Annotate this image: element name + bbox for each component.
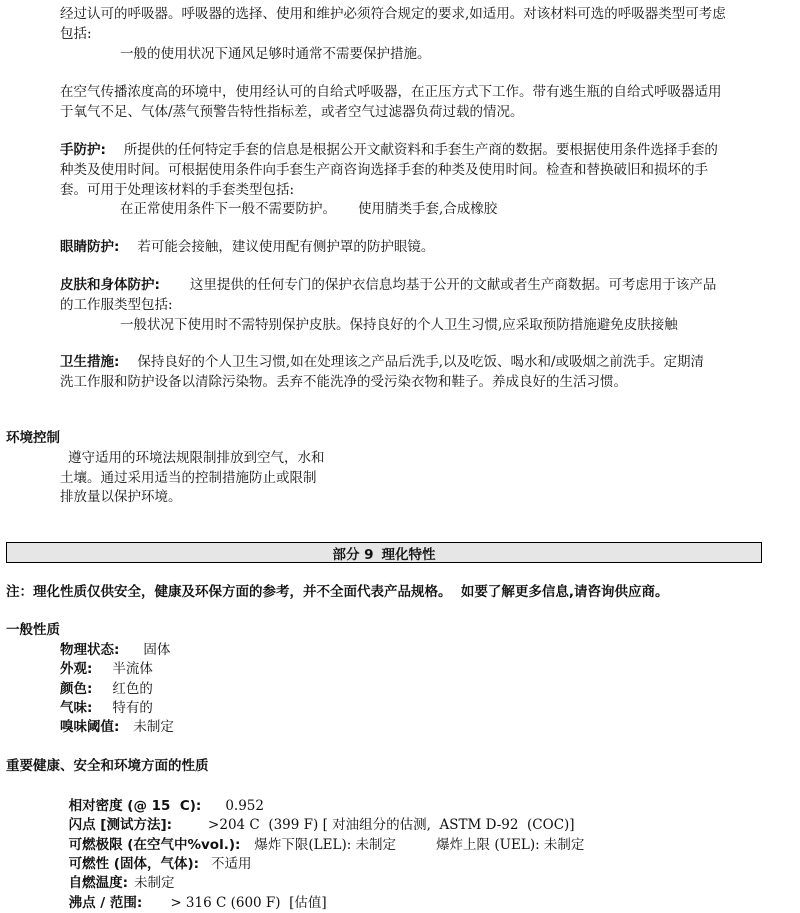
appearance-row bbox=[60, 659, 153, 679]
glove-normal-text: 在正常使用条件下一般不需要防护。 bbox=[120, 201, 336, 217]
skin-protection-line: 的工作服类型包括: bbox=[60, 297, 173, 313]
color-row bbox=[60, 679, 153, 699]
hand-protection-label: 手防护: bbox=[60, 142, 106, 158]
env-control-line: 土壤。通过采用适当的控制措施防止或限制 bbox=[60, 470, 317, 486]
respiratory-line: 包括: bbox=[60, 26, 92, 42]
flammable-lower-limit: 爆炸下限(LEL): 未制定 bbox=[254, 837, 397, 853]
eye-protection-label: 眼睛防护: bbox=[60, 239, 120, 255]
hygiene-text: 保持良好的个人卫生习惯,如在处理该之产品后洗手,以及吃饭、喝水和/或吸烟之前洗手。定期清 bbox=[137, 354, 705, 370]
boiling-point-value: > 316 C (600 F) [估值] bbox=[170, 895, 327, 911]
odor-value: 特有的 bbox=[112, 700, 153, 716]
hand-protection-line: 种类及使用时间。可根据使用条件向手套生产商咨询选择手套的种类及使用时间。检查和替换破旧和损坏的手 bbox=[60, 162, 708, 178]
skin-protection-line bbox=[60, 275, 716, 295]
odor-threshold-label: 嗅味阈值: bbox=[60, 719, 120, 735]
autoignition-label: 自燃温度: bbox=[68, 875, 128, 891]
general-properties-title: 一般性质 bbox=[6, 622, 60, 638]
eye-protection-text: 若可能会接触，建议使用配有侧护罩的防护眼镜。 bbox=[137, 239, 435, 255]
hand-protection-text: 所提供的任何特定手套的信息是根据公开文献资料和手套生产商的数据。要根据使用条件选择手套的 bbox=[123, 142, 718, 158]
relative-density-value: 0.952 bbox=[225, 798, 264, 814]
odor-threshold-value: 未制定 bbox=[133, 719, 174, 735]
flammable-upper-limit: 爆炸上限 (UEL): 未制定 bbox=[436, 837, 585, 853]
flammability-value: 不适用 bbox=[211, 856, 252, 872]
physical-state-value: 固体 bbox=[143, 642, 171, 658]
skin-protection-label: 皮肤和身体防护: bbox=[60, 277, 160, 293]
respiratory-line: 在空气传播浓度高的环境中，使用经认可的自给式呼吸器，在正压方式下工作。带有逃生瓶的自给式呼吸器适用 bbox=[60, 84, 722, 100]
hand-protection-line bbox=[120, 199, 497, 219]
env-control-line: 排放量以保护环境。 bbox=[60, 489, 182, 505]
boiling-point-row bbox=[60, 873, 327, 913]
hygiene-label: 卫生措施: bbox=[60, 354, 120, 370]
flammability-label: 可燃性 (固体，气体): bbox=[68, 856, 200, 872]
hygiene-line bbox=[60, 352, 704, 372]
hygiene-line: 洗工作服和防护设备以清除污染物。丢弃不能洗净的受污染衣物和鞋子。养成良好的生活习惯。 bbox=[60, 374, 627, 390]
respiratory-line: 经过认可的呼吸器。呼吸器的选择、使用和维护必须符合规定的要求,如适用。对该材料可选的呼吸器类型可考虑 bbox=[60, 6, 726, 22]
appearance-value: 半流体 bbox=[112, 661, 153, 677]
boiling-point-label: 沸点 / 范围: bbox=[68, 895, 143, 911]
physical-state-label: 物理状态: bbox=[60, 642, 120, 658]
skin-protection-text: 这里提供的任何专门的保护衣信息均基于公开的文献或者生产商数据。可考虑用于该产品 bbox=[189, 277, 717, 293]
flash-point-label: 闪点 [测试方法]: bbox=[68, 817, 173, 833]
glove-type-text: 使用腈类手套,合成橡胶 bbox=[358, 201, 498, 217]
physical-state-row bbox=[60, 640, 170, 660]
section-9-header bbox=[6, 542, 762, 563]
section-9-title: 理化特性 bbox=[381, 546, 436, 563]
appearance-label: 外观: bbox=[60, 661, 93, 677]
env-control-title: 环境控制 bbox=[6, 430, 60, 446]
eye-protection-line bbox=[60, 237, 434, 257]
odor-threshold-row bbox=[60, 717, 174, 737]
odor-label: 气味: bbox=[60, 700, 93, 716]
hand-protection-line: 套。可用于处理该材料的手套类型包括: bbox=[60, 182, 295, 198]
color-label: 颜色: bbox=[60, 681, 93, 697]
section-9-number: 部分 9 bbox=[332, 546, 374, 563]
env-control-line: 遵守适用的环境法规限制排放到空气，水和 bbox=[68, 450, 325, 466]
important-properties-title: 重要健康、安全和环境方面的性质 bbox=[6, 758, 209, 774]
hand-protection-line bbox=[60, 140, 718, 160]
relative-density-label: 相对密度 (@ 15 C): bbox=[68, 798, 202, 814]
respiratory-line: 于氧气不足、气体/蒸气预警告特性指标差，或者空气过滤器负荷过载的情况。 bbox=[60, 104, 524, 120]
flammable-limits-label: 可燃极限 (在空气中%vol.): bbox=[68, 837, 241, 853]
autoignition-value: 未制定 bbox=[134, 875, 175, 891]
respiratory-line: 一般的使用状况下通风足够时通常不需要保护措施。 bbox=[120, 46, 431, 62]
flash-point-value: >204 C (399 F) [ 对油组分的估测, ASTM D-92 (COC)] bbox=[208, 817, 575, 833]
skin-protection-line: 一般状况下使用时不需特别保护皮肤。保持良好的个人卫生习惯,应采取预防措施避免皮肤接触 bbox=[120, 317, 678, 333]
odor-row bbox=[60, 698, 153, 718]
physchem-note: 注：理化性质仅供安全，健康及环保方面的参考，并不全面代表产品规格。 如要了解更多信息,请咨询供应商。 bbox=[6, 584, 669, 600]
color-value: 红色的 bbox=[112, 681, 153, 697]
